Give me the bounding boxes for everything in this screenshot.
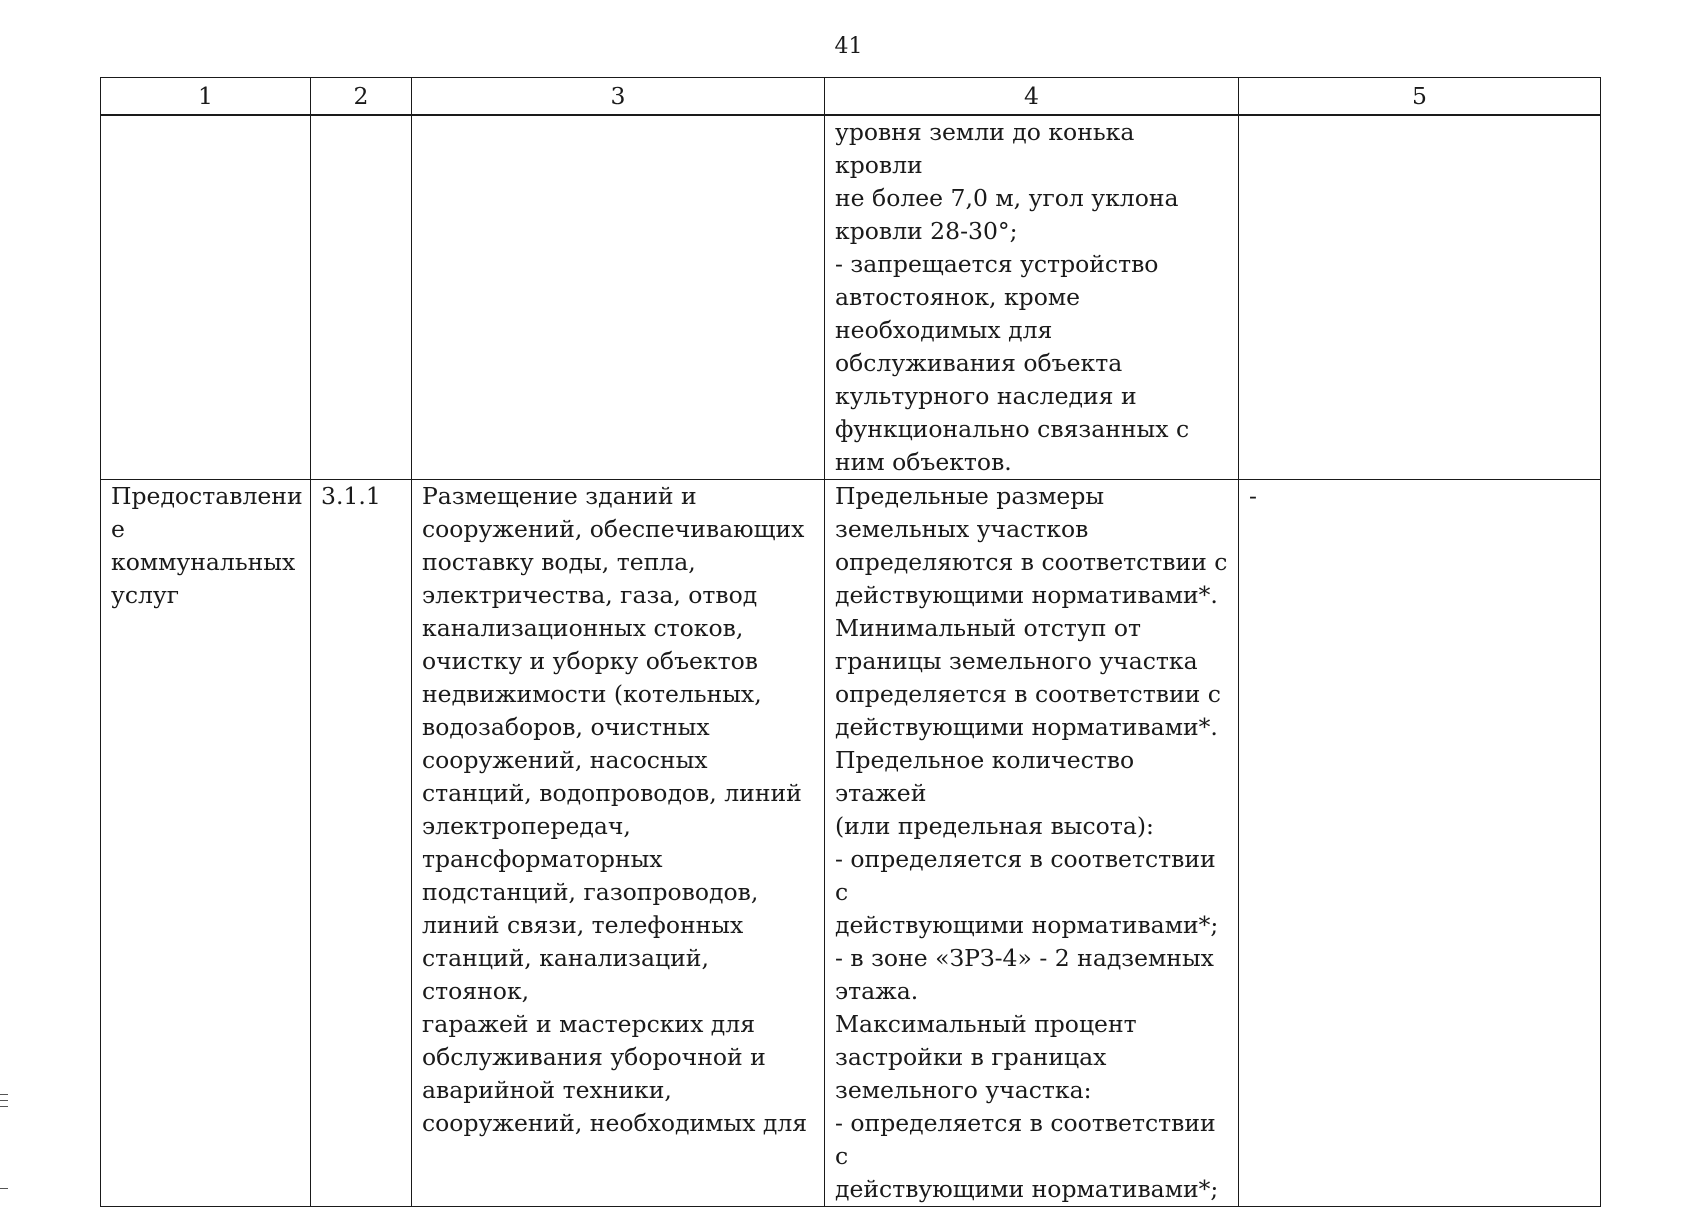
margin-mark <box>0 1106 8 1107</box>
column-header-2: 2 <box>311 78 412 116</box>
column-header-3: 3 <box>412 78 825 116</box>
margin-mark <box>0 1100 8 1101</box>
table-header-row <box>101 78 1601 116</box>
cell-parameters: уровня земли до конька кровли не более 7,0 м, угол уклона кровли 28-30°; - запрещается устройство автостоянок, кроме необходимых для обслуживания объекта культурного наследия и функционально связанных с ним объектов. <box>825 115 1239 480</box>
margin-mark <box>0 1094 8 1095</box>
cell-code: 3.1.1 <box>311 480 412 1207</box>
table-row <box>101 480 1601 1207</box>
column-header-5: 5 <box>1239 78 1601 116</box>
page-number: 41 <box>834 34 863 59</box>
cell-notes <box>1239 115 1601 480</box>
cell-code <box>311 115 412 480</box>
column-header-1: 1 <box>101 78 311 116</box>
margin-mark <box>0 1188 8 1189</box>
cell-description <box>412 115 825 480</box>
cell-notes: - <box>1239 480 1601 1207</box>
zoning-table <box>100 77 1601 1207</box>
cell-description: Размещение зданий и сооружений, обеспечивающих поставку воды, тепла, электричества, газа, отвод канализационных стоков, очистку и уборку объектов недвижимости (котельных, водозаборов, очистных сооружений, насосных станций, водопроводов, линий электропередач, трансформаторных подстанций, газопроводов, линий связи, телефонных станций, канализаций, стоянок, гаражей и мастерских для обслуживания уборочной и аварийной техники, сооружений, необходимых для <box>412 480 825 1207</box>
cell-parameters: Предельные размеры земельных участков определяются в соответствии с действующими нормативами*. Минимальный отступ от границы земельного участка определяется в соответствии с действующими нормативами*. Предельное количество этажей (или предельная высота): - определяется в соответствии с действующими нормативами*; - в зоне «ЗРЗ-4» - 2 надземных этажа. Максимальный процент застройки в границах земельного участка: - определяется в соответствии с действующими нормативами*; <box>825 480 1239 1207</box>
cell-use-type <box>101 115 311 480</box>
column-header-4: 4 <box>825 78 1239 116</box>
cell-use-type: Предоставлени е коммунальных услуг <box>101 480 311 1207</box>
table-row <box>101 115 1601 480</box>
